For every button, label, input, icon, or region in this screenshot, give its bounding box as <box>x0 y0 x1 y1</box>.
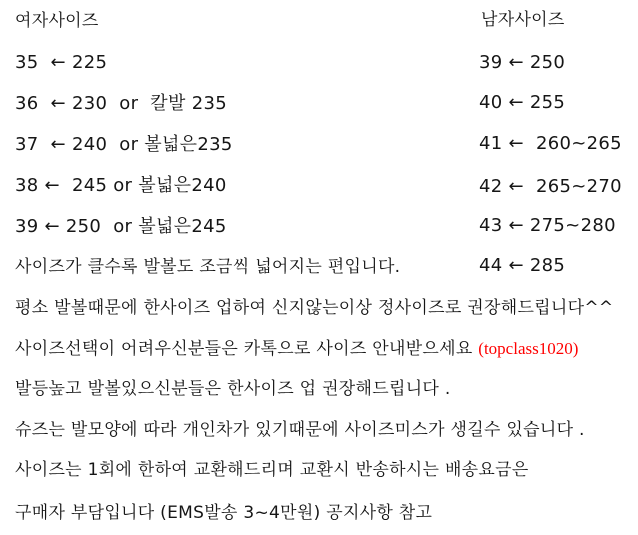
note-line: 구매자 부담입니다 (EMS발송 3~4만원) 공지사항 참고 <box>15 503 433 523</box>
note-line: 평소 발볼때문에 한사이즈 업하여 신지않는이상 정사이즈로 권장해드립니다^^ <box>15 298 614 318</box>
men-size-row: 44 ← 285 <box>479 255 566 276</box>
women-size-row: 36 ← 230 or 칼발 235 <box>15 93 227 114</box>
note-line: 발등높고 발볼있으신분들은 한사이즈 업 권장해드립니다 . <box>15 379 451 399</box>
men-sizes-title: 남자사이즈 <box>481 10 565 30</box>
men-size-row: 43 ← 275~280 <box>479 215 616 236</box>
women-size-row: 39 ← 250 or 볼넓은245 <box>15 216 227 237</box>
women-size-row: 35 ← 225 <box>15 52 108 73</box>
note-line: 사이즈는 1회에 한하여 교환해드리며 교환시 반송하시는 배송요금은 <box>15 460 529 480</box>
women-sizes-title: 여자사이즈 <box>15 11 99 31</box>
note-text: 사이즈선택이 어려우신분들은 카톡으로 사이즈 안내받으세요 <box>15 339 479 359</box>
men-size-row: 39 ← 250 <box>479 52 566 73</box>
men-size-row: 41 ← 260~265 <box>479 133 622 154</box>
note-line: 슈즈는 발모양에 따라 개인차가 있기때문에 사이즈미스가 생길수 있습니다 . <box>15 420 585 440</box>
note-line <box>15 338 578 360</box>
men-size-row: 42 ← 265~270 <box>479 176 622 197</box>
note-line: 사이즈가 클수록 발볼도 조금씩 넓어지는 편입니다. <box>15 257 401 277</box>
men-size-row: 40 ← 255 <box>479 92 566 113</box>
women-size-row: 38 ← 245 or 볼넓은240 <box>15 175 227 196</box>
women-size-row: 37 ← 240 or 볼넓은235 <box>15 134 233 155</box>
kakao-id-text: (topclass1020) <box>478 339 579 358</box>
